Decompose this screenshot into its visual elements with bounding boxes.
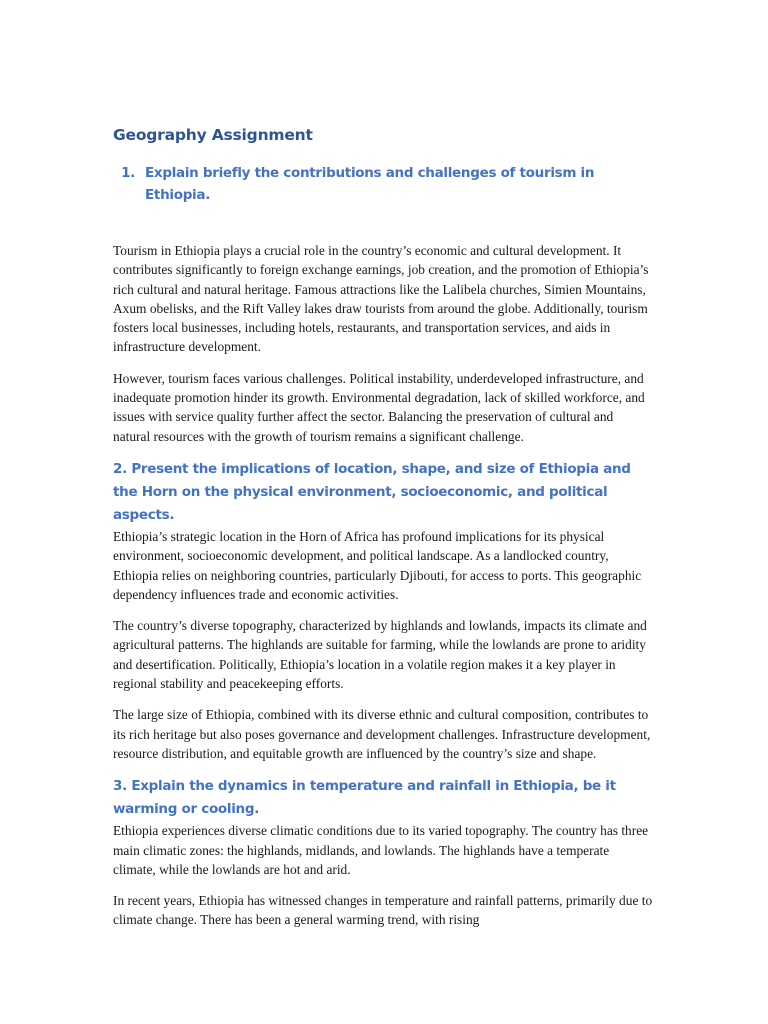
q2-paragraph-1: Ethiopia’s strategic location in the Horn of Africa has profound implications for its physical environment, socioeconomic development, and political landscape. As a landlocked country, Ethiopia relies on neighboring countries, particularly Djibouti, for access to ports. This geographic dependency influences trade and economic activities. — [113, 528, 642, 602]
question-1-text: Explain briefly the contributions and challenges of tourism in Ethiopia. — [145, 165, 595, 203]
document-title: Geography Assignment — [113, 126, 313, 144]
question-2-heading: 2. Present the implications of location, shape, and size of Ethiopia and the Horn on the physical environment, socioeconomic, and political aspects. — [113, 460, 631, 523]
q2-paragraph-2: The country’s diverse topography, characterized by highlands and lowlands, impacts its climate and agricultural patterns. The highlands are suitable for farming, while the lowlands are prone to aridity and desertification. Politically, Ethiopia’s location in a volatile region makes it a key player in regional stability and peacekeeping efforts. — [113, 618, 647, 692]
document-body — [113, 124, 653, 930]
question-1-heading — [113, 162, 653, 206]
question-1-number: 1. — [121, 165, 135, 181]
q1-paragraph-2: However, tourism faces various challenges. Political instability, underdeveloped infrastructure, and inadequate promotion hinder its growth. Environmental degradation, lack of skilled workforce, and issues with service quality further affect the sector. Balancing the preservation of cultural and natural resources with the growth of tourism remains a significant challenge. — [113, 370, 645, 444]
q3-paragraph-2: In recent years, Ethiopia has witnessed changes in temperature and rainfall patterns, primarily due to climate change. There has been a general warming trend, with rising — [113, 893, 653, 928]
q2-paragraph-3: The large size of Ethiopia, combined with its diverse ethnic and cultural composition, contributes to its rich heritage but also poses governance and development challenges. Infrastructure development, resource distribution, and equitable growth are influenced by the country’s size and shape. — [113, 707, 651, 761]
question-3-heading: 3. Explain the dynamics in temperature and rainfall in Ethiopia, be it warming or cooling. — [113, 778, 616, 818]
q1-paragraph-1: Tourism in Ethiopia plays a crucial role in the country’s economic and cultural development. It contributes significantly to foreign exchange earnings, job creation, and the promotion of Ethiopia’s rich cultural and natural heritage. Famous attractions like the Lalibela churches, Simien Mountains, Axum obelisks, and the Rift Valley lakes draw tourists from around the globe. Additionally, tourism fosters local businesses, including hotels, restaurants, and transportation services, and aids in infrastructure development. — [113, 243, 649, 355]
q3-paragraph-1: Ethiopia experiences diverse climatic conditions due to its varied topography. The country has three main climatic zones: the highlands, midlands, and lowlands. The highlands have a temperate climate, while the lowlands are hot and arid. — [113, 823, 649, 877]
